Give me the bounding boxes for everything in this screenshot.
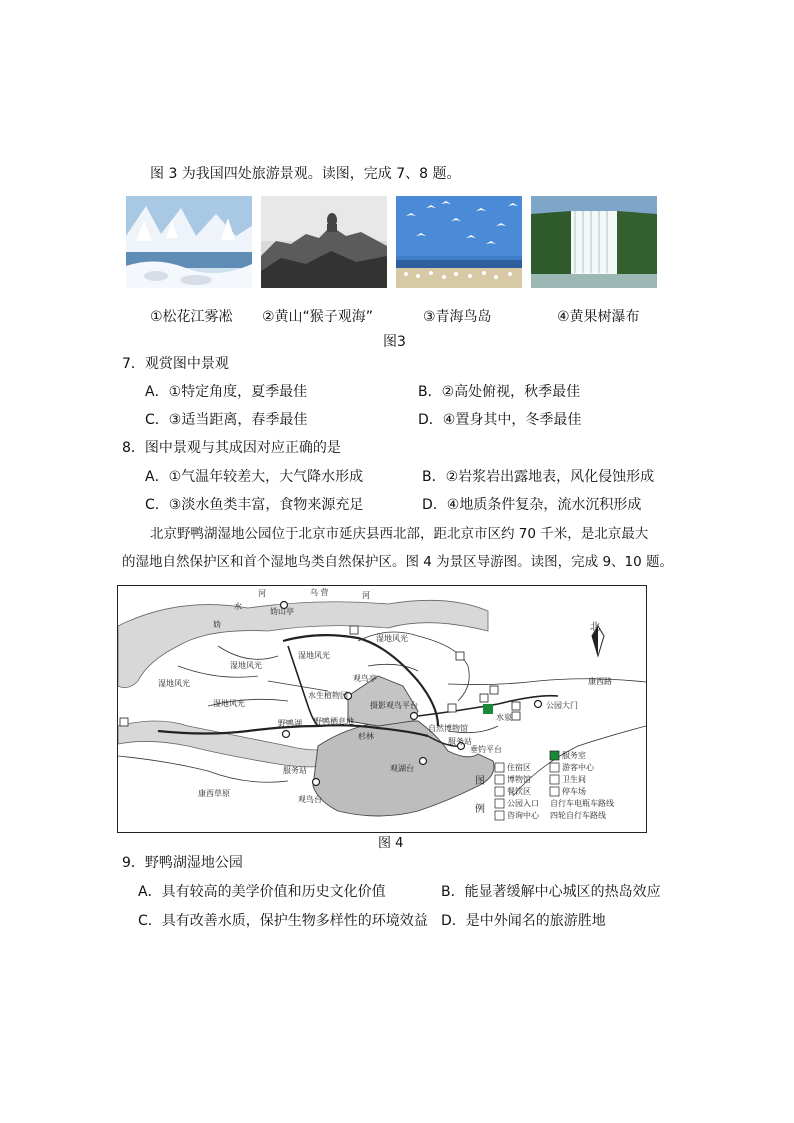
rock-monkey-photo: [261, 196, 387, 288]
legend-item-dianping: 自行车电瓶车路线: [550, 799, 614, 808]
caption-songhua: ①松花江雾凇: [150, 309, 233, 325]
map-yechi: 野鸭湖: [278, 719, 302, 728]
map-river-3: 河: [258, 589, 266, 598]
map-gongyuan-damen: 公园大门: [546, 701, 578, 710]
map-north: 北: [590, 622, 600, 633]
legend-item-zhusu: 住宿区: [507, 763, 531, 772]
q9-stem: 9．野鸭湖湿地公园: [122, 855, 243, 871]
map-shuisheng: 水生植物园: [308, 691, 348, 700]
map-wetland-4: 湿地风光: [213, 699, 245, 708]
legend-item-rukou: 公园入口: [507, 799, 539, 808]
map-fuwu-xia: 服务站: [448, 737, 472, 746]
caption-qinghai: ③青海鸟岛: [423, 309, 492, 325]
waterfall-photo: [531, 196, 657, 288]
legend-item-canyin: 餐饮区: [507, 787, 531, 796]
fig3-label: 图3: [383, 334, 406, 350]
map-shaoyao: 杉林: [358, 732, 374, 741]
map-guishan: 妫山亭: [270, 607, 294, 616]
q7-option-c: C．③适当距离，春季最佳: [145, 412, 308, 428]
map-guanniao: 观鸟亭: [353, 674, 377, 683]
q7-option-d: D．④置身其中，冬季最佳: [418, 412, 582, 428]
map-fuwuzhan: 服务站: [283, 766, 307, 775]
wetland-park-map: [117, 585, 647, 833]
q7-option-a: A．①特定角度，夏季最佳: [145, 384, 308, 400]
caption-huangshan: ②黄山“猴子观海”: [262, 309, 374, 325]
legend-item-tingche: 停车场: [562, 787, 586, 796]
map-kangxi-caoyuan: 康西草原: [198, 789, 230, 798]
intro-fig3: 图 3 为我国四处旅游景观。读图，完成 7、8 题。: [150, 166, 461, 182]
map-shuiquan: 水泉: [496, 713, 512, 722]
map-guanhutai: 观湖台: [390, 764, 414, 773]
q7-option-b: B．②高处俯视，秋季最佳: [418, 384, 581, 400]
legend-item-silun: 四轮自行车路线: [550, 811, 606, 820]
fig4-label: 图 4: [378, 836, 404, 851]
map-wetland-1: 湿地风光: [376, 634, 408, 643]
legend-title-2: 例: [475, 804, 485, 815]
map-river-4: 河: [362, 591, 370, 600]
map-chuidiao: 垂钓平台: [470, 745, 502, 754]
q8-stem: 8．图中景观与其成因对应正确的是: [122, 440, 341, 456]
map-wetland-2: 湿地风光: [230, 661, 262, 670]
map-sheying: 摄影观鸟平台: [370, 701, 418, 710]
map-kangxi-road: 康西路: [588, 677, 612, 686]
q8-option-c: C．③淡水鱼类丰富，食物来源充足: [145, 497, 364, 513]
q8-option-b: B．②岩浆岩出露地表，风化侵蚀形成: [422, 469, 655, 485]
caption-huangguoshu: ④黄果树瀑布: [557, 309, 640, 325]
legend-item-fuwushi: 服务室: [562, 751, 586, 760]
q8-option-d: D．④地质条件复杂，流水沉积形成: [422, 497, 642, 513]
map-wetland-5: 湿地风光: [158, 679, 190, 688]
intro-fig4-line2: 的湿地自然保护区和首个湿地鸟类自然保护区。图 4 为景区导游图。读图，完成 9、10 题。: [122, 554, 674, 570]
bird-island-photo: [396, 196, 522, 288]
legend-title-1: 图: [475, 776, 485, 787]
legend-item-zixun: 咨询中心: [507, 811, 539, 820]
intro-fig4-line1: 北京野鸭湖湿地公园位于北京市延庆县西北部，距北京市区约 70 千米，是北京最大: [150, 526, 649, 542]
q8-option-a: A．①气温年较差大，大气降水形成: [145, 469, 364, 485]
map-wetland-3: 湿地风光: [298, 651, 330, 660]
q9-option-d: D．是中外闻名的旅游胜地: [441, 913, 606, 929]
map-river-1: 妫: [213, 620, 221, 629]
map-guanniaotai: 观鸟台: [298, 795, 322, 804]
legend-item-weisheng: 卫生间: [562, 775, 586, 784]
map-river-2: 水: [234, 602, 242, 611]
map-yeya-qixi: 野鸭栖息地: [314, 717, 354, 726]
q7-stem: 7．观赏图中景观: [122, 356, 229, 372]
map-wuyingkou: 乌 营: [310, 588, 329, 597]
q9-option-a: A．具有较高的美学价值和历史文化价值: [138, 884, 386, 900]
legend-item-youke: 游客中心: [562, 763, 594, 772]
rime-trees-photo: [126, 196, 252, 288]
legend-item-bowuguan: 博物馆: [507, 775, 531, 784]
q9-option-b: B．能显著缓解中心城区的热岛效应: [441, 884, 661, 900]
q9-option-c: C．具有改善水质，保护生物多样性的环境效益: [138, 913, 428, 929]
map-ziran: 自然博物馆: [428, 724, 468, 733]
